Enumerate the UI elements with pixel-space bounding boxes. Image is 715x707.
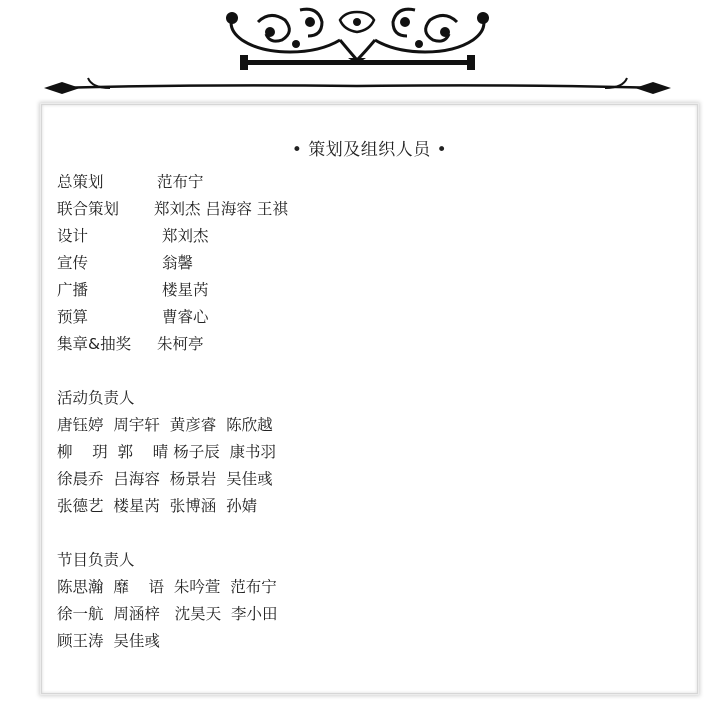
credit-row	[57, 252, 194, 274]
program-leads-line: 顾王涛 吴佳彧	[57, 632, 160, 650]
credits-card	[41, 104, 698, 694]
program-leads-line: 徐一航 周涵梓 沈昊天 李小田	[57, 605, 278, 623]
role-names: 曹睿心	[162, 308, 209, 326]
event-leads-line: 徐晨乔 吕海容 杨景岩 吴佳彧	[57, 470, 273, 488]
event-leads-line: 柳 玥 郭 晴 杨子辰 康书羽	[57, 443, 277, 461]
credit-row	[57, 171, 204, 193]
role-label: 联合策划	[57, 200, 120, 218]
event-leads-heading: 活动负责人	[57, 389, 135, 407]
credit-row	[57, 306, 209, 328]
role-label: 集章&抽奖	[57, 335, 132, 353]
role-names: 翁馨	[162, 254, 194, 272]
program-leads-line: 陈思瀚 靡 语 朱吟萱 范布宁	[57, 578, 277, 596]
role-label: 宣传	[57, 254, 89, 272]
role-label: 总策划	[57, 173, 104, 191]
credit-row	[57, 333, 204, 355]
credit-row	[57, 225, 209, 247]
role-names: 楼星芮	[162, 281, 209, 299]
role-names: 范布宁	[157, 173, 204, 191]
crown-ornament-icon	[0, 0, 715, 100]
credit-row	[57, 279, 209, 301]
role-names: 郑刘杰	[162, 227, 209, 245]
role-label: 预算	[57, 308, 89, 326]
credit-row	[57, 198, 288, 220]
program-leads-heading: 节目负责人	[57, 551, 135, 569]
role-label: 设计	[57, 227, 89, 245]
role-label: 广播	[57, 281, 89, 299]
page-title: • 策划及组织人员 •	[291, 140, 448, 160]
role-names: 朱柯亭	[157, 335, 204, 353]
event-leads-line: 唐钰婷 周宇轩 黄彦睿 陈欣越	[57, 416, 273, 434]
event-leads-line: 张德艺 楼星芮 张博涵 孙婧	[57, 497, 258, 515]
role-names: 郑刘杰 吕海容 王祺	[154, 200, 288, 218]
